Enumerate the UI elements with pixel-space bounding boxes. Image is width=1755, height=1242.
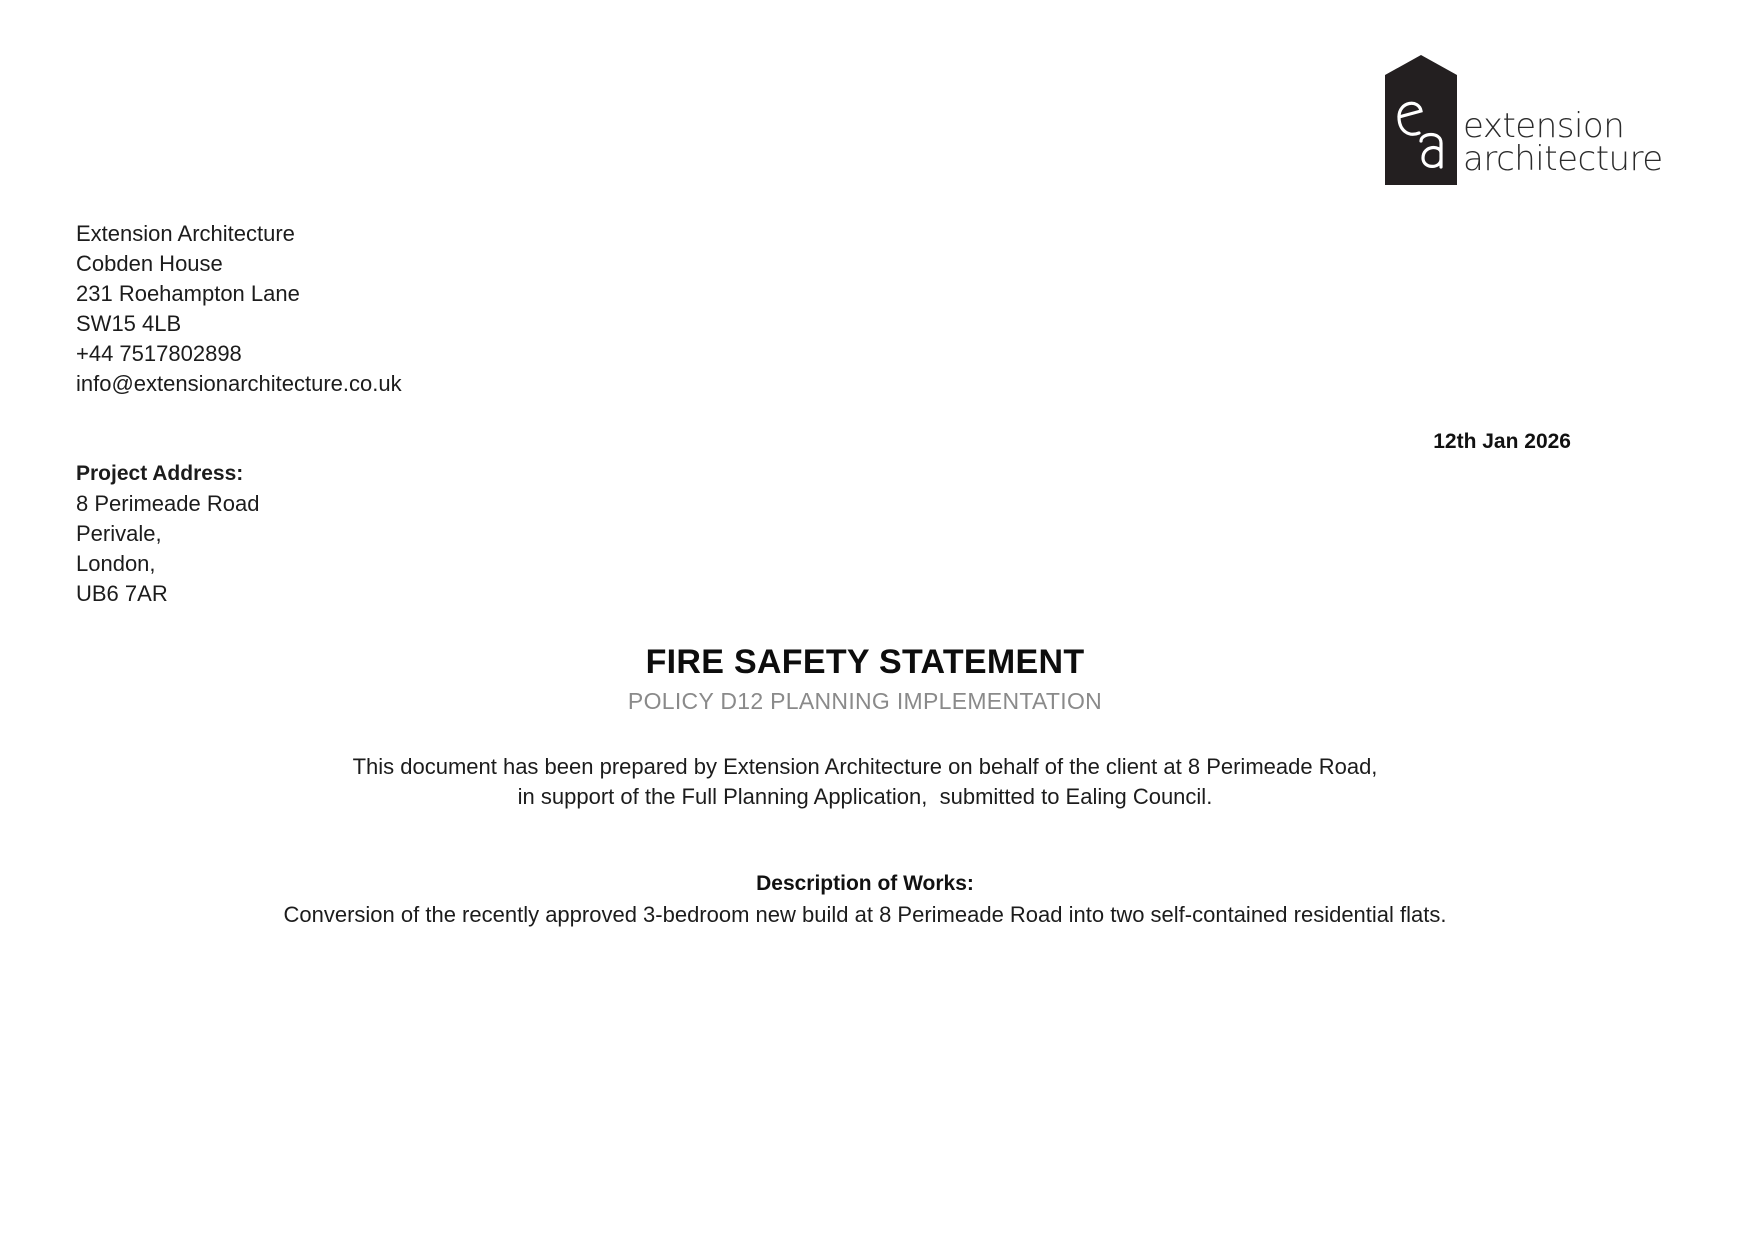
logo-line-2: architecture	[1463, 139, 1663, 179]
document-title: FIRE SAFETY STATEMENT	[645, 643, 1085, 681]
works-heading: Description of Works:	[756, 872, 974, 895]
project-address-line-2: Perivale,	[76, 521, 162, 546]
company-logo	[1385, 55, 1663, 185]
sender-address	[76, 219, 402, 399]
house-ea-logo-icon	[1385, 55, 1457, 185]
sender-building: Cobden House	[76, 251, 223, 276]
project-address-line-3: London,	[76, 551, 156, 576]
sender-email: info@extensionarchitecture.co.uk	[76, 371, 402, 396]
intro-line-1: This document has been prepared by Extension Architecture on behalf of the client at 8 Perimeade Road,	[352, 754, 1378, 779]
logo-wordmark	[1463, 106, 1663, 179]
intro-paragraph	[0, 752, 1730, 812]
works-description: Conversion of the recently approved 3-bedroom new build at 8 Perimeade Road into two self-contained residential flats.	[283, 902, 1447, 927]
document-date: 12th Jan 2026	[1433, 430, 1571, 453]
intro-line-2: in support of the Full Planning Application, submitted to Ealing Council.	[517, 784, 1213, 809]
sender-company: Extension Architecture	[76, 221, 295, 246]
document-subtitle: POLICY D12 PLANNING IMPLEMENTATION	[627, 688, 1103, 714]
logo-line-1: extension	[1463, 106, 1625, 146]
project-address-line-4: UB6 7AR	[76, 581, 168, 606]
sender-phone: +44 7517802898	[76, 341, 242, 366]
sender-street: 231 Roehampton Lane	[76, 281, 300, 306]
project-address-line-1: 8 Perimeade Road	[76, 491, 260, 516]
project-address-label: Project Address:	[76, 462, 244, 485]
sender-postcode: SW15 4LB	[76, 311, 182, 336]
project-address	[76, 459, 259, 609]
